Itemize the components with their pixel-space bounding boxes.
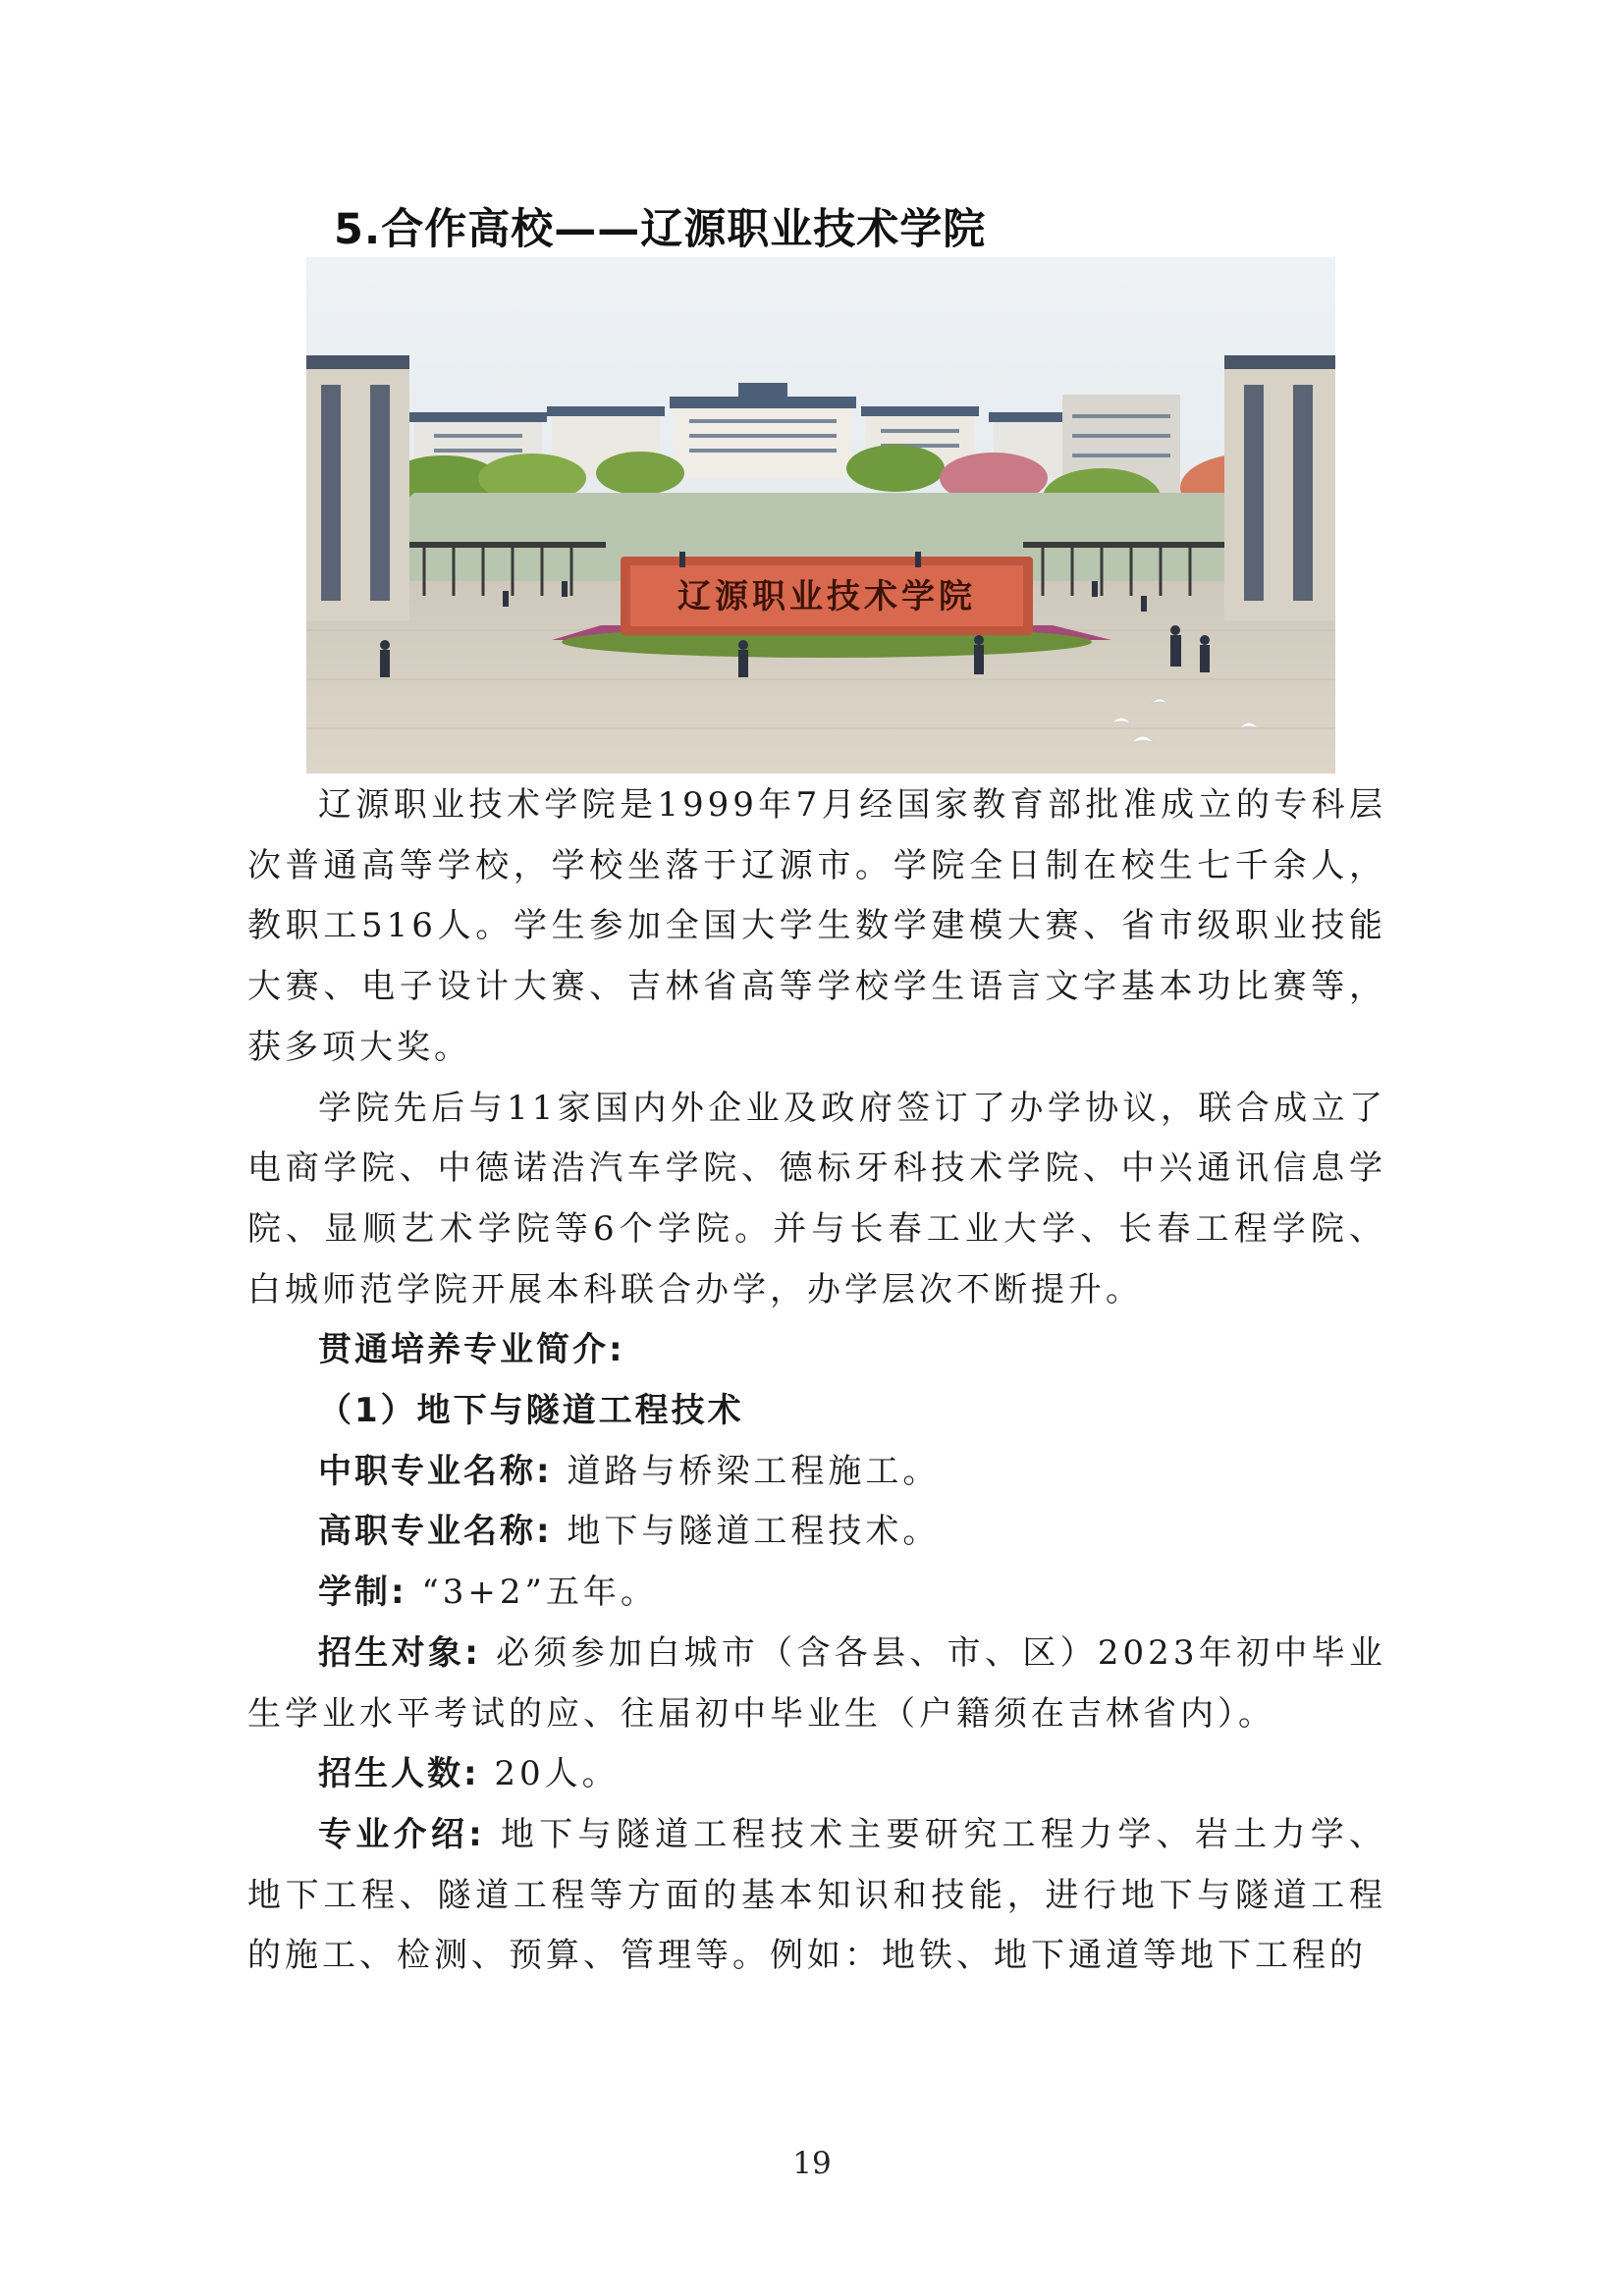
field-value: 地下与隧道工程技术主要研究工程力学、岩土力学、地下工程、隧道工程等方面的基本知识和技能，进行地下与隧道工程的施工、检测、预算、管理等。例如：地铁、地下通道等地下工程的 [247,1814,1387,1976]
paragraph-college-cooperation: 学院先后与11家国内外企业及政府签订了办学协议，联合成立了电商学院、中德诺浩汽车学院、德标牙科技术学院、中兴通讯信息学院、显顺艺术学院等6个学院。并与长春工业大学、长春工程学院、白城师范学院开展本科联合办学，办学层次不断提升。 [247,1088,1386,1309]
field-school-system [247,1563,1386,1624]
field-major-intro [247,1805,1386,1987]
section-title-text: 贯通培养专业简介: [318,1330,625,1370]
field-value: 必须参加白城市（含各县、市、区）2023年初中毕业生学业水平考试的应、往届初中毕业生（户籍须在吉林省内）。 [247,1632,1386,1734]
field-value: 地下与隧道工程技术。 [567,1512,941,1552]
campus-sign-text: 辽源职业技术学院 [677,577,976,616]
field-label: 中职专业名称: [318,1451,553,1491]
field-label: 专业介绍: [318,1814,485,1854]
field-enrollment-target [247,1624,1386,1744]
field-label: 招生对象: [318,1632,481,1673]
field-value: 道路与桥梁工程施工。 [567,1451,941,1491]
campus-rendering-photo [306,257,1335,774]
section-title [247,1320,1386,1381]
page-number: 19 [792,2146,832,2181]
field-value: 20人。 [494,1754,620,1794]
field-value: “3+2”五年。 [421,1573,658,1613]
major-title-text: （1）地下与隧道工程技术 [318,1391,744,1431]
field-label: 高职专业名称: [318,1512,553,1552]
field-secondary-major [247,1442,1386,1503]
body-text [247,775,1386,1987]
field-enrollment-count [247,1744,1386,1805]
field-label: 招生人数: [318,1754,480,1794]
field-label: 学制: [318,1573,407,1613]
major-title [247,1381,1386,1442]
section-heading: 5.合作高校——辽源职业技术学院 [334,205,987,254]
paragraph-college-intro: 辽源职业技术学院是1999年7月经国家教育部批准成立的专科层次普通高等学校，学校坐落于辽源市。学院全日制在校生七千余人，教职工516人。学生参加全国大学生数学建模大赛、省市级职业技能大赛、电子设计大赛、吉林省高等学校学生语言文字基本功比赛等，获多项大奖。 [247,785,1386,1067]
field-higher-major [247,1502,1386,1563]
